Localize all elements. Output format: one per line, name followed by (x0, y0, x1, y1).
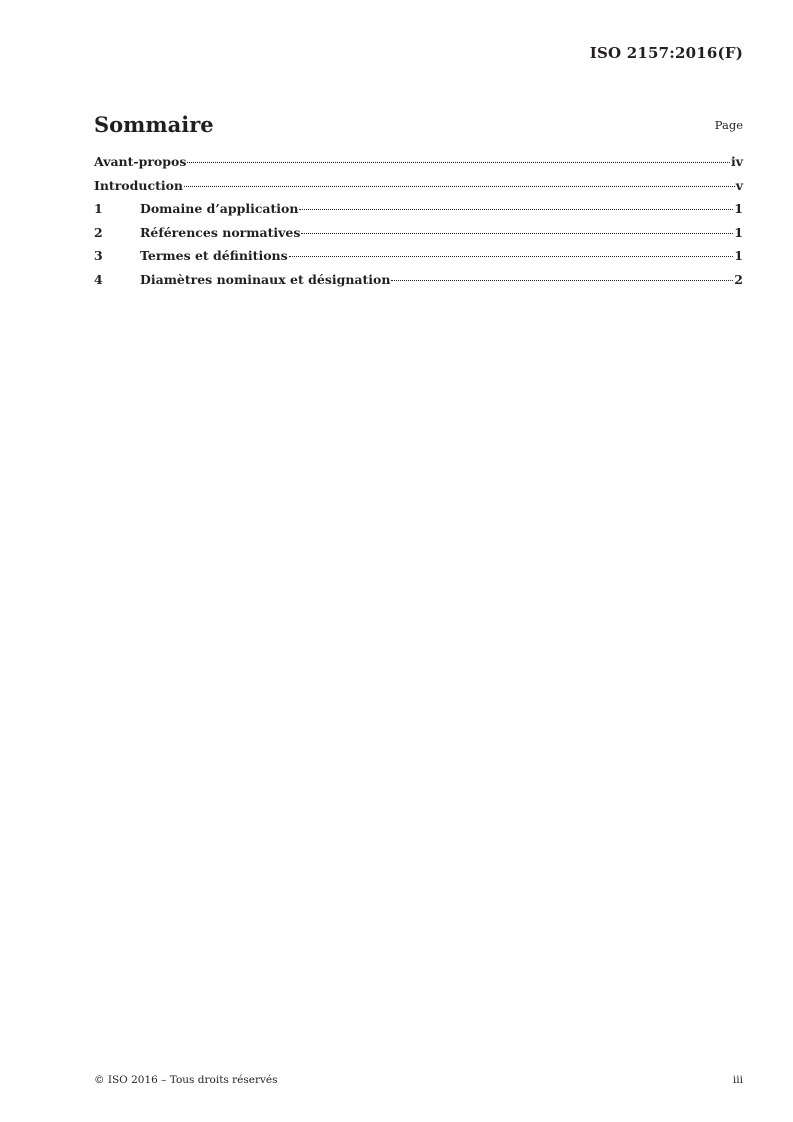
footer-page-number: iii (732, 1074, 743, 1086)
footer-copyright: © ISO 2016 – Tous droits réservés (94, 1074, 278, 1086)
toc-entry-number: 3 (94, 248, 103, 263)
toc-entry-label[interactable]: Termes et définitions (140, 248, 288, 263)
toc-list (94, 154, 743, 295)
toc-dot-leader (391, 280, 733, 281)
toc-dot-leader (301, 233, 733, 234)
toc-entry-avant-propos[interactable] (94, 154, 743, 178)
toc-entry-page[interactable]: 2 (734, 271, 743, 287)
toc-entry-termes-definitions[interactable] (94, 248, 743, 272)
toc-entry-domaine-application[interactable] (94, 201, 743, 225)
toc-entry-label[interactable]: Références normatives (140, 224, 301, 240)
page-column-label: Page (714, 118, 743, 132)
toc-entry-introduction[interactable] (94, 178, 743, 202)
toc-header (94, 110, 743, 140)
toc-title: Sommaire (94, 112, 214, 137)
toc-entry-label[interactable]: Diamètres nominaux et désignation (140, 271, 391, 287)
document-id: ISO 2157:2016(F) (589, 44, 743, 62)
toc-entry-diametres-nominaux[interactable] (94, 272, 743, 296)
toc-entry-page[interactable]: 1 (734, 224, 743, 240)
toc-dot-leader (187, 162, 730, 163)
toc-entry-page[interactable]: iv (730, 154, 743, 169)
toc-entry-number: 1 (94, 201, 103, 216)
toc-entry-references-normatives[interactable] (94, 225, 743, 249)
toc-dot-leader (184, 186, 735, 187)
toc-dot-leader (289, 256, 734, 257)
toc-entry-label[interactable]: Domaine d’application (140, 201, 299, 216)
toc-entry-number: 2 (94, 224, 103, 240)
toc-entry-label[interactable]: Introduction (94, 177, 184, 193)
toc-entry-page[interactable]: 1 (734, 201, 743, 216)
toc-entry-page[interactable]: 1 (734, 248, 743, 263)
toc-entry-number: 4 (94, 271, 103, 287)
toc-entry-page[interactable]: v (735, 177, 743, 193)
toc-entry-label[interactable]: Avant-propos (94, 154, 187, 169)
toc-dot-leader (299, 209, 733, 210)
